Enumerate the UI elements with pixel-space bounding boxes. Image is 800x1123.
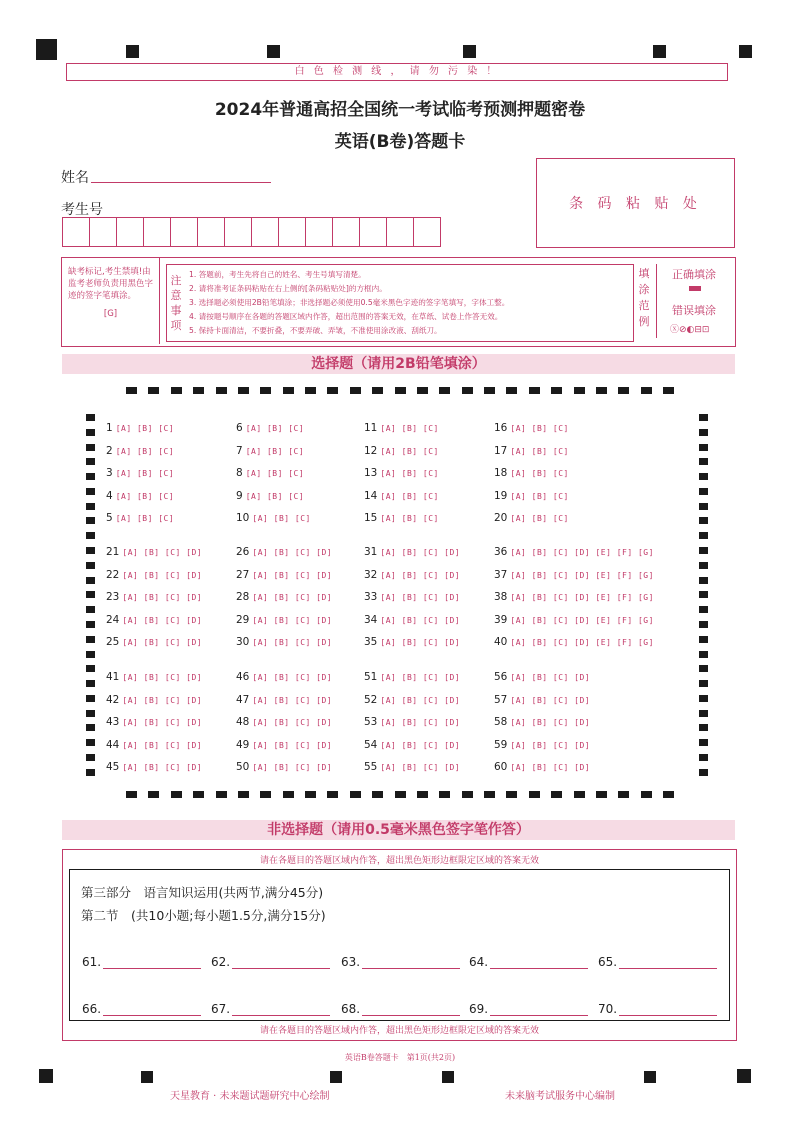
question-number: 8 bbox=[236, 467, 243, 479]
question-number: 33 bbox=[364, 591, 378, 603]
id-digit-box[interactable] bbox=[117, 218, 144, 246]
id-digit-box[interactable] bbox=[279, 218, 306, 246]
question-58[interactable] bbox=[494, 716, 590, 728]
answer-bubbles[interactable]: [A] [B] [C] [D] bbox=[122, 740, 203, 750]
answer-bubbles[interactable]: [A] [B] [C] [D] bbox=[122, 763, 203, 772]
timing-dashes-top bbox=[126, 387, 674, 394]
answer-bubbles[interactable]: [A] [B] [C] [D] bbox=[122, 593, 203, 602]
question-32[interactable] bbox=[364, 569, 460, 581]
notes-box bbox=[166, 264, 634, 342]
question-number: 7 bbox=[236, 444, 243, 457]
question-43[interactable] bbox=[106, 716, 202, 728]
question-21[interactable] bbox=[106, 546, 202, 558]
question-11[interactable] bbox=[364, 422, 439, 434]
question-number: 46 bbox=[236, 671, 250, 683]
question-number: 22 bbox=[106, 568, 120, 581]
id-digit-box[interactable] bbox=[63, 218, 90, 246]
id-digit-box[interactable] bbox=[306, 218, 333, 246]
answer-box bbox=[69, 869, 730, 1021]
question-number: 3 bbox=[106, 467, 113, 479]
question-number: 36 bbox=[494, 546, 508, 558]
timing-mark-top-right bbox=[739, 45, 752, 58]
name-input[interactable] bbox=[91, 182, 271, 183]
answer-bubbles[interactable]: [A] [B] [C] [D] bbox=[252, 740, 333, 750]
answer-bubbles[interactable]: [A] [B] [C] bbox=[245, 424, 305, 433]
question-39[interactable] bbox=[494, 614, 654, 626]
blank-number: 66. bbox=[82, 1002, 102, 1016]
answer-bubbles[interactable]: [A] [B] [C] bbox=[245, 491, 305, 501]
note-item: 2. 请将准考证条码粘贴在右上侧的[条码粘贴处]的方框内。 bbox=[189, 284, 387, 293]
note-item: 4. 请按题号顺序在各题的答题区域内作答，超出范围的答案无效，在草纸、试卷上作答无效。 bbox=[189, 312, 503, 321]
answer-bubbles[interactable]: [A] [B] [C] [D] [E] [F] [G] bbox=[510, 615, 654, 625]
question-number: 25 bbox=[106, 636, 120, 648]
answer-bubbles[interactable]: [A] [B] [C] [D] bbox=[380, 593, 461, 602]
answer-bubbles[interactable]: [A] [B] [C] [D] bbox=[122, 638, 203, 647]
blank-number: 68. bbox=[341, 1002, 361, 1016]
question-number: 53 bbox=[364, 716, 378, 728]
question-19[interactable] bbox=[494, 490, 569, 502]
question-number: 13 bbox=[364, 467, 378, 479]
answer-bubbles[interactable]: [A] [B] [C] bbox=[510, 469, 569, 478]
question-35[interactable] bbox=[364, 636, 460, 648]
question-number: 55 bbox=[364, 761, 378, 773]
answer-bubbles[interactable]: [A] [B] [C] bbox=[510, 424, 569, 433]
question-number: 28 bbox=[236, 591, 250, 603]
question-number: 6 bbox=[236, 422, 243, 434]
question-number: 9 bbox=[236, 489, 243, 502]
question-number: 60 bbox=[494, 761, 508, 773]
answer-bubbles[interactable]: [A] [B] [C] bbox=[380, 446, 439, 456]
section-title: 第二节 (共10小题;每小题1.5分,满分15分) bbox=[81, 908, 326, 923]
answer-bubbles[interactable]: [A] [B] [C] [D] bbox=[122, 548, 203, 557]
question-number: 43 bbox=[106, 716, 120, 728]
question-number: 35 bbox=[364, 636, 378, 648]
answer-bubbles[interactable]: [A] [B] [C] [D] bbox=[510, 718, 591, 727]
question-59[interactable] bbox=[494, 739, 590, 751]
white-detection-line: 白 色 检 测 线 ， 请 勿 污 染 ！ bbox=[66, 63, 728, 81]
question-number: 34 bbox=[364, 613, 378, 626]
blank-number: 65. bbox=[598, 955, 618, 969]
question-17[interactable] bbox=[494, 445, 569, 457]
answer-blank-68[interactable] bbox=[341, 1002, 460, 1016]
answer-bubbles[interactable]: [A] [B] [C] [D] [E] [F] [G] bbox=[510, 593, 654, 602]
question-number: 47 bbox=[236, 693, 250, 706]
answer-bubbles[interactable]: [A] [B] [C] [D] bbox=[122, 570, 203, 580]
question-12[interactable] bbox=[364, 445, 439, 457]
question-number: 27 bbox=[236, 568, 250, 581]
answer-blank-63[interactable] bbox=[341, 955, 460, 969]
blank-number: 67. bbox=[211, 1002, 231, 1016]
question-31[interactable] bbox=[364, 546, 460, 558]
answer-bubbles[interactable]: [A] [B] [C] bbox=[115, 424, 175, 433]
answer-bubbles[interactable]: [A] [B] [C] bbox=[245, 469, 305, 478]
answer-blank-65[interactable] bbox=[598, 955, 717, 969]
answer-bubbles[interactable]: [A] [B] [C] [D] bbox=[122, 718, 203, 727]
question-number: 42 bbox=[106, 693, 120, 706]
answer-bubbles[interactable]: [A] [B] [C] [D] bbox=[380, 615, 461, 625]
timing-mark-bottom bbox=[442, 1071, 454, 1083]
question-number: 45 bbox=[106, 761, 120, 773]
question-60[interactable] bbox=[494, 761, 590, 773]
timing-mark-bottom bbox=[141, 1071, 153, 1083]
id-digit-box[interactable] bbox=[225, 218, 252, 246]
question-number: 14 bbox=[364, 489, 378, 502]
blank-number: 61. bbox=[82, 955, 102, 969]
question-number: 39 bbox=[494, 613, 508, 626]
question-number: 59 bbox=[494, 738, 508, 751]
question-number: 21 bbox=[106, 546, 120, 558]
question-number: 19 bbox=[494, 489, 508, 502]
question-number: 54 bbox=[364, 738, 378, 751]
answer-bubbles[interactable]: [A] [B] [C] [D] bbox=[252, 763, 333, 772]
id-digit-box[interactable] bbox=[171, 218, 198, 246]
question-4[interactable] bbox=[106, 490, 174, 502]
absent-mark-bubble[interactable]: [G] bbox=[103, 309, 118, 319]
answer-bubbles[interactable]: [A] [B] [C] bbox=[115, 446, 175, 456]
question-53[interactable] bbox=[364, 716, 460, 728]
answer-bubbles[interactable]: [A] [B] [C] bbox=[380, 469, 439, 478]
question-27[interactable] bbox=[236, 569, 332, 581]
question-number: 4 bbox=[106, 489, 113, 502]
question-number: 29 bbox=[236, 613, 250, 626]
question-number: 40 bbox=[494, 636, 508, 648]
question-42[interactable] bbox=[106, 694, 202, 706]
question-number: 51 bbox=[364, 671, 378, 683]
instructions-box bbox=[61, 257, 736, 347]
question-48[interactable] bbox=[236, 716, 332, 728]
answer-bubbles[interactable]: [A] [B] [C] bbox=[115, 514, 175, 523]
correct-fill-label: 正确填涂 bbox=[672, 268, 716, 281]
answer-bubbles[interactable]: [A] [B] [C] [D] bbox=[510, 673, 591, 682]
answer-bubbles[interactable]: [A] [B] [C] [D] bbox=[380, 695, 461, 705]
question-55[interactable] bbox=[364, 761, 460, 773]
answer-bubbles[interactable]: [A] [B] [C] [D] [E] [F] [G] bbox=[510, 638, 654, 647]
part-title: 第三部分 语言知识运用(共两节,满分45分) bbox=[81, 885, 324, 900]
wrong-fill-label: 错误填涂 bbox=[672, 304, 716, 317]
question-5[interactable] bbox=[106, 512, 174, 524]
answer-bubbles[interactable]: [A] [B] [C] bbox=[510, 446, 569, 456]
answer-area-warning-top: 请在各题目的答题区域内作答，超出黑色矩形边框限定区域的答案无效 bbox=[259, 856, 539, 866]
answer-bubbles[interactable]: [A] [B] [C] bbox=[380, 514, 439, 523]
question-number: 1 bbox=[106, 422, 113, 434]
answer-card-title: 英语(B卷)答题卡 bbox=[334, 132, 466, 152]
question-45[interactable] bbox=[106, 761, 202, 773]
notes-list bbox=[189, 268, 509, 338]
blank-number: 69. bbox=[469, 1002, 489, 1016]
question-number: 41 bbox=[106, 671, 120, 683]
answer-blank-67[interactable] bbox=[211, 1002, 330, 1016]
question-number: 24 bbox=[106, 613, 120, 626]
question-number: 44 bbox=[106, 738, 120, 751]
question-number: 26 bbox=[236, 546, 250, 558]
question-number: 5 bbox=[106, 512, 113, 524]
answer-bubbles[interactable]: [A] [B] [C] [D] bbox=[252, 570, 333, 580]
question-number: 49 bbox=[236, 738, 250, 751]
id-digit-box[interactable] bbox=[90, 218, 117, 246]
question-14[interactable] bbox=[364, 490, 439, 502]
timing-mark-bottom bbox=[644, 1071, 656, 1083]
blank-number: 62. bbox=[211, 955, 231, 969]
question-15[interactable] bbox=[364, 512, 439, 524]
answer-bubbles[interactable]: [A] [B] [C] [D] bbox=[122, 673, 203, 682]
answer-bubbles[interactable]: [A] [B] [C] [D] bbox=[122, 615, 203, 625]
wrong-fill-sample: ⓧ⊘◐⊟⊡ bbox=[670, 325, 710, 335]
question-number: 30 bbox=[236, 636, 250, 648]
question-3[interactable] bbox=[106, 467, 174, 479]
answer-bubbles[interactable]: [A] [B] [C] bbox=[510, 514, 569, 523]
question-41[interactable] bbox=[106, 671, 202, 683]
answer-blank-70[interactable] bbox=[598, 1002, 717, 1016]
answer-bubbles[interactable]: [A] [B] [C] [D] bbox=[252, 548, 333, 557]
id-digit-box[interactable] bbox=[414, 218, 440, 246]
question-52[interactable] bbox=[364, 694, 460, 706]
answer-bubbles[interactable]: [A] [B] [C] [D] bbox=[380, 570, 461, 580]
question-number: 11 bbox=[364, 422, 378, 434]
id-digit-box[interactable] bbox=[198, 218, 225, 246]
answer-bubbles[interactable]: [A] [B] [C] [D] bbox=[380, 718, 461, 727]
left-credit: 天星教育 · 未来题试题研究中心绘制 bbox=[170, 1091, 330, 1102]
id-digit-box[interactable] bbox=[144, 218, 171, 246]
question-number: 10 bbox=[236, 512, 250, 524]
note-item: 5. 保持卡面清洁，不要折叠，不要弄破、弄皱，不准使用涂改液、刮纸刀。 bbox=[189, 326, 442, 335]
subjective-section-heading: 非选择题（请用0.5毫米黑色签字笔作答） bbox=[62, 820, 735, 840]
timing-dashes-left bbox=[86, 414, 95, 776]
notes-heading: 注意事项 bbox=[170, 274, 182, 332]
student-id-boxes[interactable] bbox=[62, 217, 441, 247]
answer-blank-69[interactable] bbox=[469, 1002, 588, 1016]
barcode-area: 条 码 粘 贴 处 bbox=[536, 158, 735, 248]
question-20[interactable] bbox=[494, 512, 569, 524]
answer-blank-66[interactable] bbox=[82, 1002, 201, 1016]
question-36[interactable] bbox=[494, 546, 654, 558]
timing-mark-top bbox=[653, 45, 666, 58]
question-number: 12 bbox=[364, 444, 378, 457]
note-item: 1. 答题前，考生先将自己的姓名、考生号填写清楚。 bbox=[189, 270, 366, 279]
question-18[interactable] bbox=[494, 467, 569, 479]
question-30[interactable] bbox=[236, 636, 332, 648]
answer-bubbles[interactable]: [A] [B] [C] [D] bbox=[252, 638, 333, 647]
answer-bubbles[interactable]: [A] [B] [C] bbox=[115, 491, 175, 501]
divider bbox=[656, 264, 657, 338]
question-50[interactable] bbox=[236, 761, 332, 773]
question-2[interactable] bbox=[106, 445, 174, 457]
answer-bubbles[interactable]: [A] [B] [C] [D] bbox=[380, 638, 461, 647]
question-number: 50 bbox=[236, 761, 250, 773]
answer-bubbles[interactable]: [A] [B] [C] [D] bbox=[380, 740, 461, 750]
id-digit-box[interactable] bbox=[333, 218, 360, 246]
question-33[interactable] bbox=[364, 591, 460, 603]
answer-area-warning-bottom: 请在各题目的答题区域内作答，超出黑色矩形边框限定区域的答案无效 bbox=[259, 1026, 539, 1036]
question-number: 32 bbox=[364, 568, 378, 581]
right-credit: 未来脑考试服务中心编制 bbox=[505, 1091, 615, 1102]
correct-fill-sample bbox=[689, 286, 701, 291]
subjective-answer-area bbox=[62, 849, 737, 1041]
answer-blank-62[interactable] bbox=[211, 955, 330, 969]
answer-bubbles[interactable]: [A] [B] [C] [D] bbox=[380, 673, 461, 682]
answer-bubbles[interactable]: [A] [B] [C] [D] bbox=[510, 740, 591, 750]
timing-mark-top bbox=[267, 45, 280, 58]
question-34[interactable] bbox=[364, 614, 460, 626]
answer-bubbles[interactable]: [A] [B] [C] bbox=[380, 491, 439, 501]
id-digit-box[interactable] bbox=[252, 218, 279, 246]
question-22[interactable] bbox=[106, 569, 202, 581]
question-57[interactable] bbox=[494, 694, 590, 706]
fill-example-heading: 填涂范例 bbox=[638, 267, 650, 328]
question-40[interactable] bbox=[494, 636, 654, 648]
question-number: 16 bbox=[494, 422, 508, 434]
question-28[interactable] bbox=[236, 591, 332, 603]
question-number: 57 bbox=[494, 693, 508, 706]
id-digit-box[interactable] bbox=[360, 218, 387, 246]
timing-mark-top bbox=[126, 45, 139, 58]
fill-example bbox=[632, 258, 735, 344]
absent-mark-area bbox=[62, 258, 160, 344]
answer-bubbles[interactable]: [A] [B] [C] bbox=[380, 424, 439, 433]
question-51[interactable] bbox=[364, 671, 460, 683]
question-47[interactable] bbox=[236, 694, 332, 706]
answer-bubbles[interactable]: [A] [B] [C] bbox=[252, 514, 311, 523]
question-number: 15 bbox=[364, 512, 378, 524]
question-1[interactable] bbox=[106, 422, 174, 434]
question-8[interactable] bbox=[236, 467, 304, 479]
answer-bubbles[interactable]: [A] [B] [C] [D] [E] [F] [G] bbox=[510, 570, 654, 580]
timing-mark-top bbox=[463, 45, 476, 58]
timing-mark-top-left bbox=[36, 39, 57, 60]
question-number: 18 bbox=[494, 467, 508, 479]
question-26[interactable] bbox=[236, 546, 332, 558]
question-number: 37 bbox=[494, 568, 508, 581]
timing-dashes-bottom bbox=[126, 791, 674, 798]
exam-title: 2024年普通高招全国统一考试临考预测押题密卷 bbox=[214, 100, 586, 120]
answer-bubbles[interactable]: [A] [B] [C] [D] bbox=[252, 695, 333, 705]
answer-bubbles[interactable]: [A] [B] [C] [D] bbox=[510, 695, 591, 705]
answer-bubbles[interactable]: [A] [B] [C] [D] bbox=[510, 763, 591, 772]
answer-bubbles[interactable]: [A] [B] [C] [D] bbox=[252, 593, 333, 602]
answer-bubbles[interactable]: [A] [B] [C] [D] bbox=[252, 615, 333, 625]
question-number: 56 bbox=[494, 671, 508, 683]
question-46[interactable] bbox=[236, 671, 332, 683]
answer-bubbles[interactable]: [A] [B] [C] [D] bbox=[122, 695, 203, 705]
blank-number: 64. bbox=[469, 955, 489, 969]
question-number: 17 bbox=[494, 444, 508, 457]
question-16[interactable] bbox=[494, 422, 569, 434]
question-56[interactable] bbox=[494, 671, 590, 683]
question-7[interactable] bbox=[236, 445, 304, 457]
absent-note: 缺考标记,考生禁填!由监考老师负责用黑色字迹的签字笔填涂。 bbox=[68, 267, 154, 301]
objective-section-heading: 选择题（请用2B铅笔填涂） bbox=[62, 354, 735, 374]
answer-bubbles[interactable]: [A] [B] [C] bbox=[115, 469, 175, 478]
question-49[interactable] bbox=[236, 739, 332, 751]
answer-bubbles[interactable]: [A] [B] [C] [D] [E] [F] [G] bbox=[510, 548, 654, 557]
question-25[interactable] bbox=[106, 636, 202, 648]
answer-bubbles[interactable]: [A] [B] [C] [D] bbox=[252, 673, 333, 682]
answer-bubbles[interactable]: [A] [B] [C] bbox=[245, 446, 305, 456]
page-info: 英语B卷答题卡 第1页(共2页) bbox=[344, 1053, 456, 1062]
name-label: 姓名 bbox=[61, 170, 89, 186]
timing-mark-bottom-right bbox=[737, 1069, 751, 1083]
blank-number: 63. bbox=[341, 955, 361, 969]
answer-blank-64[interactable] bbox=[469, 955, 588, 969]
question-29[interactable] bbox=[236, 614, 332, 626]
student-id-label: 考生号 bbox=[61, 202, 103, 218]
blank-number: 70. bbox=[598, 1002, 618, 1016]
id-digit-box[interactable] bbox=[387, 218, 414, 246]
timing-dashes-right bbox=[699, 414, 708, 776]
answer-bubbles[interactable]: [A] [B] [C] [D] bbox=[380, 548, 461, 557]
question-54[interactable] bbox=[364, 739, 460, 751]
question-number: 38 bbox=[494, 591, 508, 603]
question-38[interactable] bbox=[494, 591, 654, 603]
timing-mark-bottom-left bbox=[39, 1069, 53, 1083]
question-number: 20 bbox=[494, 512, 508, 524]
answer-bubbles[interactable]: [A] [B] [C] bbox=[510, 491, 569, 501]
question-13[interactable] bbox=[364, 467, 439, 479]
question-number: 2 bbox=[106, 444, 113, 457]
question-number: 48 bbox=[236, 716, 250, 728]
question-44[interactable] bbox=[106, 739, 202, 751]
answer-blank-61[interactable] bbox=[82, 955, 201, 969]
question-24[interactable] bbox=[106, 614, 202, 626]
question-number: 31 bbox=[364, 546, 378, 558]
question-number: 52 bbox=[364, 693, 378, 706]
question-23[interactable] bbox=[106, 591, 202, 603]
question-number: 58 bbox=[494, 716, 508, 728]
note-item: 3. 选择题必须使用2B铅笔填涂；非选择题必须使用0.5毫米黑色字迹的签字笔填写，字体工整。 bbox=[189, 298, 510, 307]
question-9[interactable] bbox=[236, 490, 304, 502]
question-10[interactable] bbox=[236, 512, 311, 524]
answer-bubbles[interactable]: [A] [B] [C] [D] bbox=[380, 763, 461, 772]
answer-bubbles[interactable]: [A] [B] [C] [D] bbox=[252, 718, 333, 727]
question-37[interactable] bbox=[494, 569, 654, 581]
timing-mark-bottom bbox=[330, 1071, 342, 1083]
question-6[interactable] bbox=[236, 422, 304, 434]
question-number: 23 bbox=[106, 591, 120, 603]
